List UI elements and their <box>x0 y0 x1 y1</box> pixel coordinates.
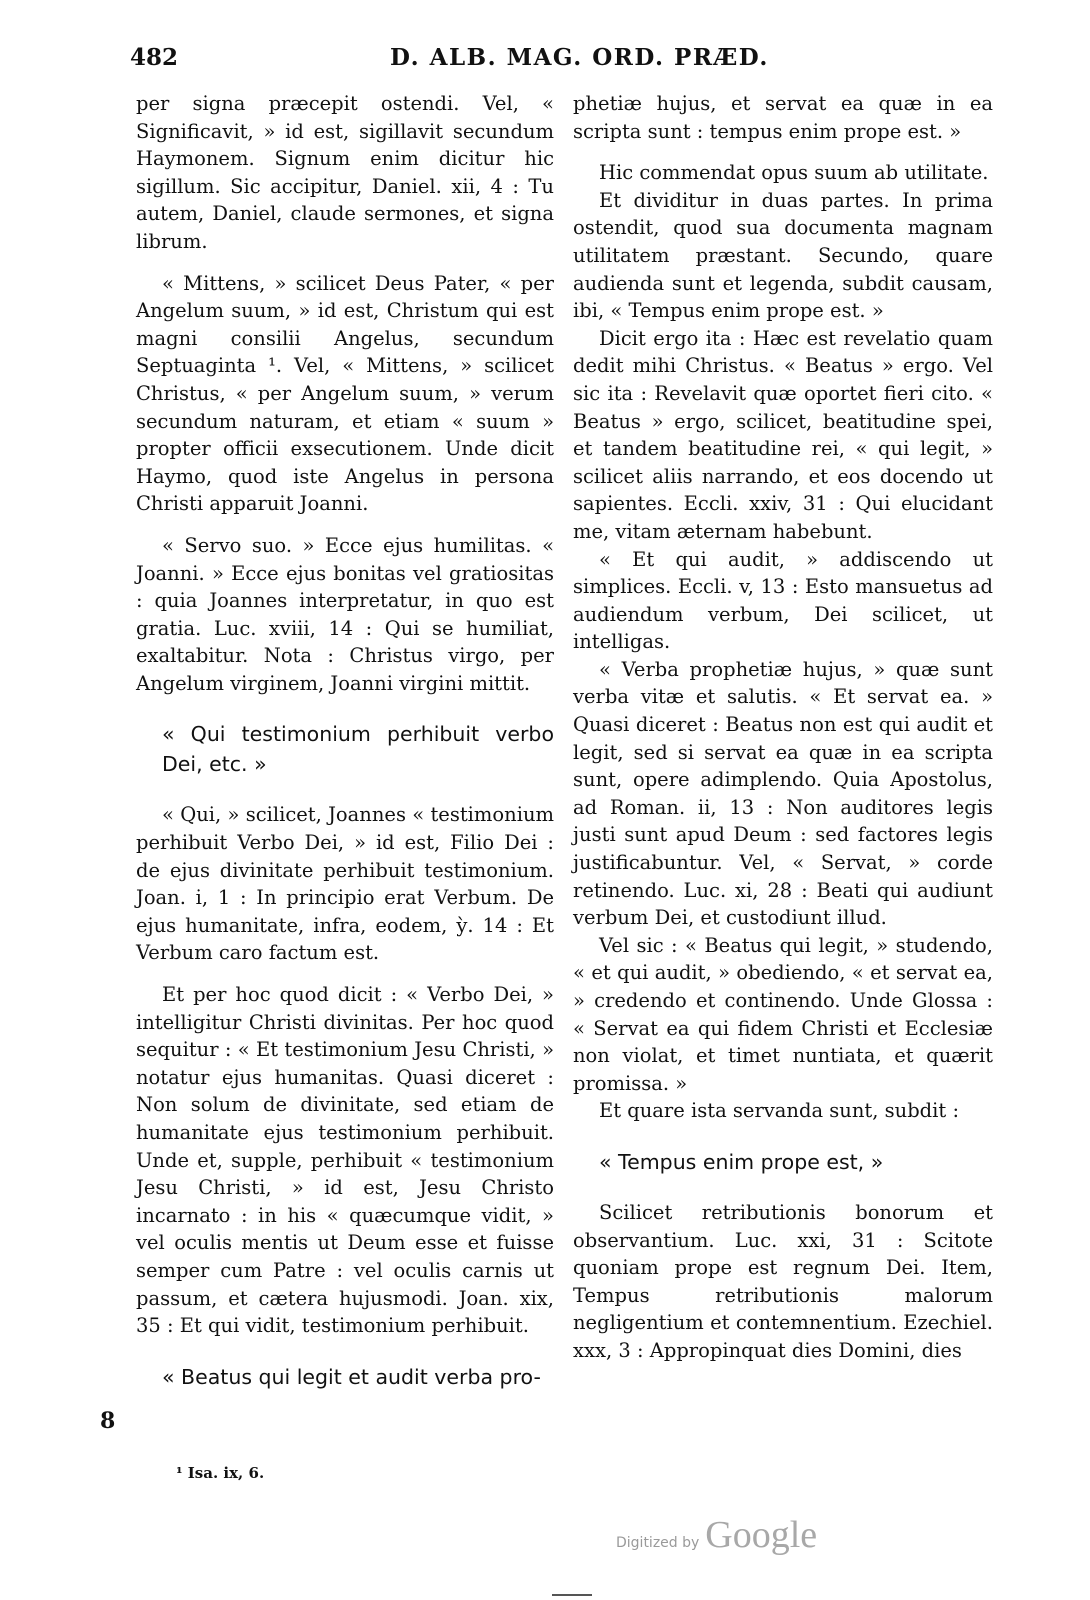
right-column <box>573 90 993 1365</box>
running-title: D. ALB. MAG. ORD. PRÆD. <box>390 44 769 71</box>
lemma-heading: « Tempus enim prope est, » <box>599 1149 884 1174</box>
page-number: 482 <box>130 44 179 71</box>
footnote: ¹ Isa. ix, 6. <box>176 1464 265 1482</box>
paragraph: « Mittens, » scilicet Deus Pater, « per Angelum suum, » id est, Christum qui est magni consilii Angelus, secundum Septuaginta ¹. Vel, « Mittens, » scilicet Christus, « per Angelum suum, » verum secundum naturam, et etiam « suum » propter officii exsecutionem. Unde dicit Haymo, quod iste Angelus in persona Christi apparuit Joanni. <box>136 271 554 516</box>
paragraph: Scilicet retributionis bonorum et observantium. Luc. xxi, 31 : Scitote quoniam prope est regnum Dei. Item, Tempus retributionis malorum negligentium et contemnentium. Ezechiel. xxx, 3 : Appropinquat dies Domini, dies <box>573 1200 993 1362</box>
paragraph: « Verba prophetiæ hujus, » quæ sunt verba vitæ et salutis. « Et servat ea. » Quasi diceret : Beatus non est qui audit et legit, sed si servat ea quæ in ea scripta sunt, opere adimplendo. Quia Apostolus, ad Roman. ii, 13 : Non auditores legis justi sunt apud Deum : sed factores legis justificabuntur. Vel, « Servat, » corde retinendo. Luc. xi, 28 : Beati qui audiunt verbum Dei, et custodiunt illud. <box>573 657 993 930</box>
paragraph: Hic commendat opus suum ab utilitate. <box>599 161 989 185</box>
bottom-rule <box>552 1594 592 1596</box>
paragraph: Dicit ergo ita : Hæc est revelatio quam dedit mihi Christus. « Beatus » ergo. Vel sic ita : Revelavit quæ oportet fieri cito. « Beatus » ergo, scilicet, beatitudine spei, et tandem beatitudine rei, « qui legit, » scilicet aliis narrando, et eos docendo ut sapientes. Eccli. xxiv, 31 : Qui elucidant me, vitam æternam habebunt. <box>573 326 993 543</box>
paragraph: Et dividitur in duas partes. In prima ostendit, quod sua documenta magnam utilitatem præstant. Secundo, quare audienda sunt et legenda, subdit causam, ibi, « Tempus enim prope est. » <box>573 188 993 323</box>
google-logo: Google <box>705 1514 818 1556</box>
paragraph: Et quare ista servanda sunt, subdit : <box>599 1099 960 1123</box>
watermark-label: Digitized by <box>616 1535 700 1551</box>
paragraph: phetiæ hujus, et servat ea quæ in ea scripta sunt : tempus enim prope est. » <box>573 92 993 143</box>
paragraph: Et per hoc quod dicit : « Verbo Dei, » intelligitur Christi divinitas. Per hoc quod sequitur : « Et testimonium Jesu Christi, » notatur ejus humanitas. Quasi diceret : Non solum de divinitate, sed etiam de humanitate ejus testimonium perhibuit. Unde et, supple, perhibuit « testimonium Jesu Christi, » id est, Jesu Christo incarnato : in his « quæcumque vidit, » vel oculis mentis ut Deum esse et fuisse semper cum Patre : vel oculis carnis ut passum, et cætera hujusmodi. Joan. xix, 35 : Et qui vidit, testimonium perhibuit. <box>136 983 554 1338</box>
paragraph: per signa præcepit ostendi. Vel, « Significavit, » id est, sigillavit secundum Haymonem. Signum enim dicitur hic sigillum. Sic accipitur, Daniel. xii, 4 : Tu autem, Daniel, claude sermones, et signa librum. <box>136 92 554 253</box>
digitized-watermark <box>616 1513 817 1557</box>
lemma-heading: « Beatus qui legit et audit verba pro- <box>162 1364 541 1389</box>
left-column <box>136 90 554 1414</box>
page-header <box>130 44 990 84</box>
paragraph: Vel sic : « Beatus qui legit, » studendo, « et qui audit, » obediendo, « et servat ea, » credendo et continendo. Unde Glossa : « Servat ea qui fidem Christi et Ecclesiæ non violat, et timet nuntiata, et quærit promissa. » <box>573 933 993 1095</box>
paragraph: « Qui, » scilicet, Joannes « testimonium perhibuit Verbo Dei, » id est, Filio Dei : de ejus divinitate perhibuit testimonium. Joan. i, 1 : In principio erat Verbum. De ejus humanitate, infra, eodem, ỳ. 14 : Et Verbum caro factum est. <box>136 803 554 965</box>
paragraph: « Servo suo. » Ecce ejus humilitas. « Joanni. » Ecce ejus bonitas vel gratiositas : quia Joannes interpretatur, in quo est gratia. Luc. xviii, 14 : Qui se humiliat, exaltabitur. Nota : Christus virgo, per Angelum virginem, Joanni virgini mittit. <box>136 533 554 695</box>
margin-mark: 8 <box>100 1408 116 1434</box>
lemma-heading: « Qui testimonium perhibuit verbo Dei, etc. » <box>162 722 554 777</box>
paragraph: « Et qui audit, » addiscendo ut simplices. Eccli. v, 13 : Esto mansuetus ad audiendum verbum, Dei scilicet, ut intelligas. <box>573 547 993 654</box>
